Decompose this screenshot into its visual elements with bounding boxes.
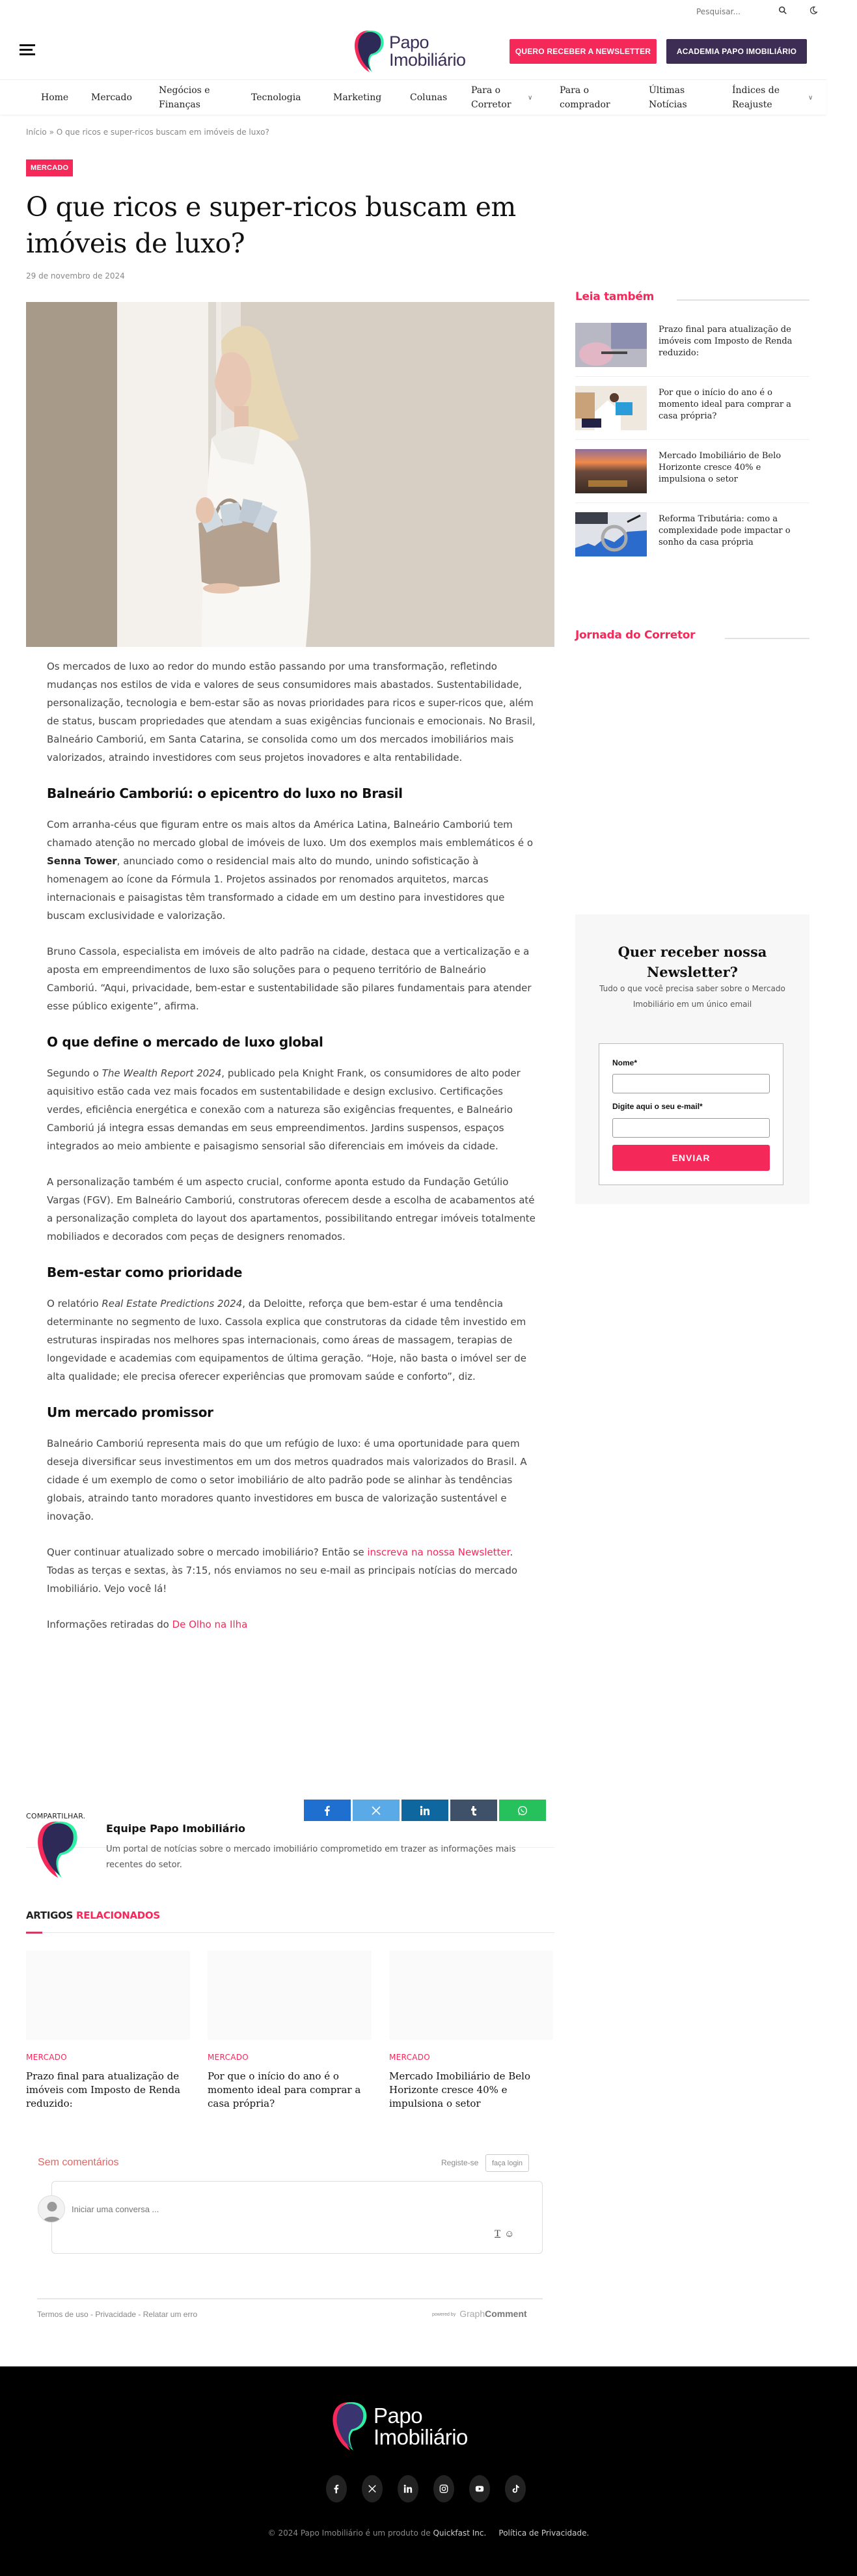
x-icon [368, 2484, 377, 2493]
whatsapp-icon [517, 1805, 528, 1816]
site-logo[interactable] [353, 29, 489, 74]
privacy-policy-link[interactable]: Política de Privacidade. [498, 2528, 590, 2538]
nav-item-indices[interactable]: Índices de Reajuste [732, 85, 780, 110]
main-nav [0, 79, 826, 115]
source-link[interactable]: De Olho na Ilha [172, 1619, 248, 1630]
email-field[interactable] [612, 1118, 770, 1138]
related-card[interactable] [26, 1951, 190, 2111]
newsletter-form [599, 1043, 783, 1185]
newsletter-link[interactable]: inscreva na nossa Newsletter [367, 1546, 510, 1558]
powered-by[interactable] [432, 2309, 527, 2319]
paragraph [47, 1064, 536, 1155]
search-input[interactable] [696, 5, 774, 18]
read-also-thumbnail[interactable] [575, 386, 647, 430]
footer-logo[interactable] [331, 2400, 468, 2452]
related-image[interactable] [208, 1951, 372, 2040]
submit-button[interactable]: ENVIAR [612, 1145, 770, 1171]
text-span: , anunciado como o residencial mais alto do mundo, unindo sofisticação à homenagem ao ícone da Fórmula 1. Projetos assinados por renomados arquitetos, marcas internacionais e paisagistas têm transformado a cidade em um destino para investidores que buscam exclusividade e valorização. [47, 855, 505, 922]
linkedin-icon [420, 1805, 430, 1816]
separator [575, 502, 809, 503]
italic-text: The Wealth Report 2024 [102, 1067, 222, 1079]
nav-item-ultimas[interactable]: Últimas Notícias [649, 85, 687, 110]
related-card[interactable] [208, 1951, 372, 2111]
linkedin-icon [403, 2484, 413, 2493]
separator [575, 376, 809, 377]
read-also-thumbnail[interactable] [575, 512, 647, 556]
text-span: Segundo o [47, 1067, 102, 1079]
nav-item-negocios[interactable]: Negócios e Finanças [159, 85, 210, 110]
name-label: Nome* [612, 1058, 638, 1067]
related-image[interactable] [389, 1951, 553, 2040]
footer-youtube-button[interactable] [469, 2475, 490, 2502]
tiktok-icon [511, 2484, 520, 2493]
footer-tiktok-button[interactable] [505, 2475, 526, 2502]
text-format-icon[interactable]: T [495, 2228, 501, 2239]
author-bio: Um portal de notícias sobre o mercado imobiliário comprometido em trazer as informações mais recentes do setor. [106, 1844, 516, 1870]
paragraph: Bruno Cassola, especialista em imóveis de alto padrão na cidade, destaca que a verticalização e a aposta em empreendimentos de luxo são soluções para o pequeno território de Balneário Camboriú. “Aqui, privacidade, bem-estar e sustentabilidade são pilares fundamentais para atender esse público exigente”, afirma. [47, 946, 532, 1012]
newsletter-subtitle: Tudo o que você precisa saber sobre o Mercado Imobiliário em um único email [599, 984, 785, 1009]
read-also-item[interactable] [575, 512, 809, 575]
article-date: 29 de novembro de 2024 [26, 271, 125, 281]
paragraph [47, 1295, 536, 1386]
brand-b: Comment [485, 2309, 527, 2319]
instagram-icon [439, 2484, 448, 2493]
academy-button[interactable]: ACADEMIA PAPO IMOBILIÁRIO [666, 39, 807, 64]
related-underline [26, 1932, 554, 1933]
email-label: Digite aqui o seu e-mail* [612, 1102, 703, 1111]
related-headline[interactable]: Prazo final para atualização de imóveis com Imposto de Renda reduzido: [26, 2070, 181, 2109]
section-heading: O que define o mercado de luxo global [47, 1034, 323, 1050]
site-footer [0, 2366, 857, 2576]
nav-item-corretor[interactable]: Para o Corretor [471, 85, 511, 110]
footer-linkedin-button[interactable] [398, 2475, 418, 2502]
section-heading: Bem-estar como prioridade [47, 1265, 243, 1280]
read-also-headline[interactable]: Prazo final para atualização de imóveis com Imposto de Renda reduzido: [659, 325, 793, 358]
copyright [0, 2528, 857, 2538]
top-bar [0, 0, 839, 22]
related-title-a: ARTIGOS [26, 1910, 74, 1921]
title-rule [677, 299, 809, 301]
journey-title: Jornada do Corretor [575, 629, 696, 642]
separator [575, 439, 809, 440]
hero-image [26, 302, 554, 647]
related-underline-accent [26, 1932, 42, 1934]
read-also-title: Leia também [575, 290, 655, 303]
paragraph [47, 1543, 536, 1598]
newsletter-button[interactable]: QUERO RECEBER A NEWSLETTER [510, 39, 657, 64]
share-label: COMPARTILHAR. [26, 1812, 86, 1820]
breadcrumb [26, 128, 269, 137]
author-name[interactable]: Equipe Papo Imobiliário [106, 1822, 245, 1835]
related-title-b: RELACIONADOS [76, 1910, 160, 1921]
article-title: O que ricos e super-ricos buscam em imóveis de luxo? [26, 191, 516, 259]
read-also-thumbnail[interactable] [575, 449, 647, 493]
nav-item-tecnologia[interactable]: Tecnologia [251, 92, 301, 103]
author-avatar[interactable] [31, 1820, 83, 1880]
share-linkedin-button[interactable] [401, 1800, 448, 1821]
nav-item-colunas[interactable]: Colunas [410, 92, 448, 103]
paragraph: Os mercados de luxo ao redor do mundo estão passando por uma transformação, refletindo mudanças nos estilos de vida e valores de seus consumidores mais abastados. Sustentabilidade, personalização, tecnologia e bem-estar são as novas prioridades para ricos e super-ricos que, além de status, buscam propriedades que atendam a suas exigências funcionais e emocionais. No Brasil, Balneário Camboriú, em Santa Catarina, se consolida como um dos mercados imobiliários mais valorizados, atraindo investidores com seus projetos inovadores e alta rentabilidade. [47, 661, 536, 763]
comment-footer-links: Termos de uso - Privacidade - Relatar um erro [37, 2310, 198, 2319]
paragraph: A personalização também é um aspecto crucial, conforme aponta estudo da Fundação Getúlio Vargas (FGV). Em Balneário Camboriú, construtoras oferecem desde a escolha de acabamentos até a personalização completa do layout dos apartamentos, possibilitando entregar imóveis totalmente mobiliados e decorados com peças de designers renomados. [47, 1176, 536, 1242]
paragraph: Balneário Camboriú representa mais do que um refúgio de luxo: é uma oportunidade para quem deseja diversificar seus investimentos em um dos metros quadrados mais valorizados do Brasil. A cidade é um exemplo de como o setor imobiliário de alto padrão pode se alinhar às tendências globais, atraindo tanto moradores quanto investidores em busca de valorização sustentável e inovação. [47, 1438, 527, 1522]
emoji-icon[interactable]: ☺ [504, 2228, 515, 2240]
category-badge[interactable]: MERCADO [26, 159, 73, 176]
text-span: Com arranha-céus que figuram entre os mais altos da América Latina, Balneário Camboriú tem chamado atenção no mercado global de imóveis de luxo. Um dos exemplos mais emblemáticos é o [47, 819, 534, 849]
facebook-icon [332, 2484, 341, 2493]
facebook-icon [322, 1805, 333, 1816]
read-also-headline[interactable]: Reforma Tributária: como a complexidade pode impactar o sonho da casa própria [659, 514, 791, 547]
terms-link[interactable]: Termos de uso [37, 2310, 88, 2319]
menu-icon[interactable] [20, 44, 36, 57]
title-rule [725, 638, 809, 639]
text-span: . Todas as terças e sextas, às 7:15, nós enviamos no seu e-mail as principais notícias do mercado Imobiliário. Vejo você lá! [47, 1546, 518, 1595]
read-also-headline[interactable]: Por que o início do ano é o momento ideal para comprar a casa própria? [659, 388, 791, 421]
share-tumblr-button[interactable] [450, 1800, 497, 1821]
logo-line-2: Imobiliário [389, 50, 466, 70]
logo-text [389, 34, 466, 69]
login-button[interactable]: faça login [485, 2154, 529, 2172]
newsletter-title: Quer receber nossa Newsletter? [618, 944, 767, 980]
breadcrumb-separator: » [49, 128, 54, 137]
chevron-down-icon[interactable]: ∨ [808, 94, 813, 102]
brand-a: Graph [459, 2309, 485, 2319]
section-heading: Balneário Camboriú: o epicentro do luxo no Brasil [47, 786, 403, 801]
related-category[interactable]: MERCADO [208, 2053, 249, 2062]
footer-x-button[interactable] [362, 2475, 383, 2502]
nav-item-comprador[interactable]: Para o comprador [560, 85, 610, 110]
footer-instagram-button[interactable] [433, 2475, 454, 2502]
newsletter-widget [575, 914, 809, 1204]
nav-item-home[interactable]: Home [41, 92, 69, 103]
logo-mark-icon [353, 29, 385, 74]
nav-item-mercado[interactable]: Mercado [91, 92, 132, 103]
footer-logo-text [374, 2405, 468, 2448]
search-icon[interactable] [778, 6, 787, 15]
comment-tools [495, 2228, 515, 2240]
name-field[interactable] [612, 1074, 770, 1093]
read-also-thumbnail[interactable] [575, 323, 647, 367]
nav-item-marketing[interactable]: Marketing [333, 92, 382, 103]
tumblr-icon [469, 1805, 479, 1816]
share-whatsapp-button[interactable] [499, 1800, 546, 1821]
site-header [0, 22, 839, 79]
dark-mode-icon[interactable] [809, 6, 818, 15]
italic-text: Real Estate Predictions 2024 [102, 1298, 243, 1309]
share-x-button[interactable] [353, 1800, 400, 1821]
related-card[interactable] [389, 1951, 553, 2111]
comment-count: Sem comentários [38, 2157, 119, 2168]
text-span: , da Deloitte, reforça que bem-estar é uma tendência determinante no segmento de luxo. Cassola explica que construtoras da cidade têm investido em estruturas inspiradas nos melhores spas internacionais, como áreas de massagem, terapias de longevidade e academias com equipamentos de última geração. “Hoje, não basta o imóvel ser de alta qualidade; ele precisa oferecer experiências que promovam saúde e conforto”, diz. [47, 1298, 526, 1382]
comment-input[interactable] [72, 2204, 462, 2214]
logo-line-1: Papo [374, 2404, 423, 2428]
comment-box[interactable] [51, 2181, 543, 2254]
related-headline[interactable]: Mercado Imobiliário de Belo Horizonte cresce 40% e impulsiona o setor [389, 2070, 531, 2109]
company-link[interactable]: Quickfast Inc. [433, 2528, 487, 2538]
logo-line-2: Imobiliário [374, 2425, 468, 2449]
youtube-icon [475, 2484, 484, 2493]
copyright-text: © 2024 Papo Imobiliário é um produto de [267, 2528, 431, 2538]
section-heading: Um mercado promissor [47, 1404, 213, 1420]
article-body [47, 657, 536, 1651]
user-avatar [38, 2195, 65, 2223]
share-facebook-button[interactable] [304, 1800, 351, 1821]
paragraph [47, 815, 536, 925]
text-span: Informações retiradas do [47, 1619, 172, 1630]
x-icon [371, 1805, 381, 1816]
text-span: O relatório [47, 1298, 102, 1309]
bold-text: Senna Tower [47, 855, 117, 867]
text-span: Quer continuar atualizado sobre o mercado imobiliário? Então se [47, 1546, 368, 1558]
related-image[interactable] [26, 1951, 190, 2040]
chevron-down-icon[interactable]: ∨ [528, 94, 533, 102]
related-title [26, 1910, 160, 1921]
paragraph [47, 1615, 536, 1634]
read-also-headline[interactable]: Mercado Imobiliário de Belo Horizonte cresce 40% e impulsiona o setor [659, 451, 782, 484]
related-category[interactable]: MERCADO [26, 2053, 68, 2062]
related-category[interactable]: MERCADO [389, 2053, 431, 2062]
comment-footer-divider [37, 2298, 543, 2299]
register-link[interactable]: Registe-se [441, 2158, 479, 2167]
logo-line-1: Papo [389, 33, 429, 52]
related-headline[interactable]: Por que o início do ano é o momento ideal para comprar a casa própria? [208, 2070, 361, 2109]
breadcrumb-home[interactable]: Início [26, 128, 47, 137]
powered-by-label: powered by [432, 2312, 456, 2317]
breadcrumb-current: O que ricos e super-ricos buscam em imóveis de luxo? [56, 128, 269, 137]
privacy-link[interactable]: Privacidade [95, 2310, 137, 2319]
footer-facebook-button[interactable] [326, 2475, 347, 2502]
logo-mark-icon [331, 2400, 368, 2452]
text-span: , publicado pela Knight Frank, os consumidores de alto poder aquisitivo estão cada vez mais focados em sustentabilidade e design exclusivo. Certificações verdes, eficiência energética e conexão com a natureza são exigências frequentes, e Balneário Camboriú já integra essas demandas em seus empreendimentos. Jardins suspensos, espaços integrados ao meio ambiente e paisagismo sensorial são diferenciais em imóveis da cidade. [47, 1067, 521, 1152]
report-link[interactable]: Relatar um erro [143, 2310, 198, 2319]
